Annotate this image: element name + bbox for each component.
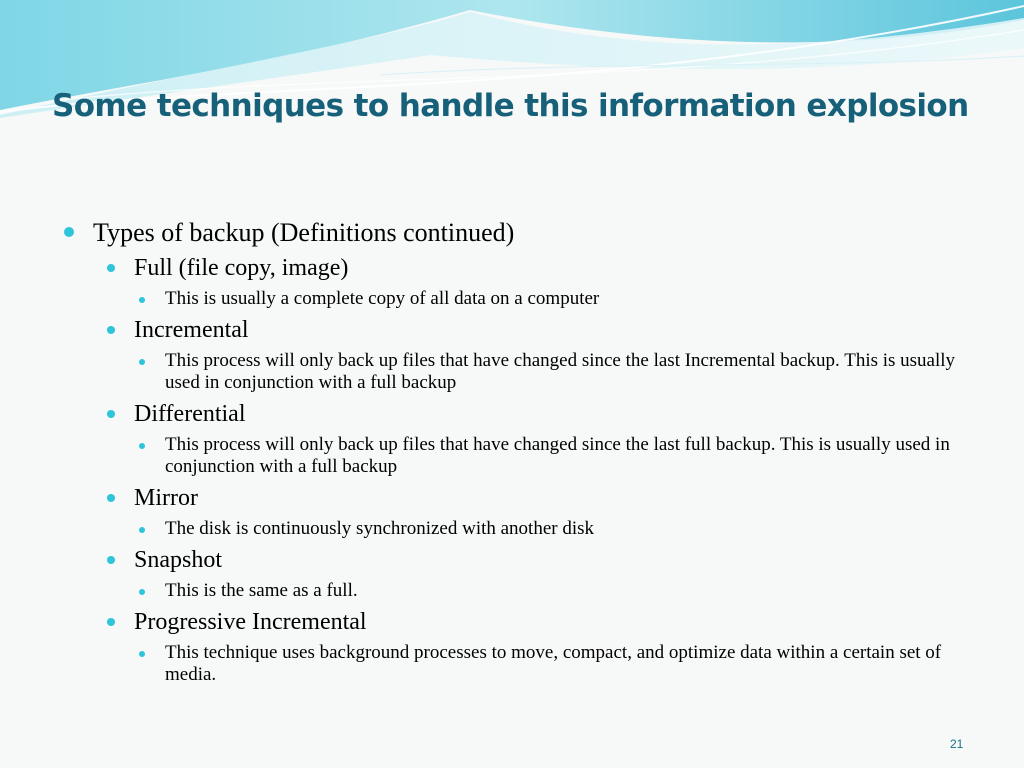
backup-type-detail: The disk is continuously synchronized with another disk xyxy=(165,518,595,539)
bullet-dot-icon xyxy=(107,618,115,626)
bullet-dot-icon xyxy=(139,527,145,533)
bullet-level3 xyxy=(62,518,962,540)
bullet-level2 xyxy=(62,606,962,638)
slide-title: Some techniques to handle this information explosion xyxy=(52,88,969,124)
bullet-level2 xyxy=(62,544,962,576)
bullet-dot-icon xyxy=(139,297,145,303)
bullet-level3 xyxy=(62,580,962,602)
bullet-level2 xyxy=(62,482,962,514)
bullet-level2 xyxy=(62,252,962,284)
bullet-level1 xyxy=(62,216,962,250)
bullet-dot-icon xyxy=(107,410,115,418)
slide-page-number: 21 xyxy=(950,737,964,751)
bullet-dot-icon xyxy=(107,326,115,334)
backup-type-label: Mirror xyxy=(134,485,198,511)
backup-type-label: Incremental xyxy=(134,317,249,343)
backup-type-detail: This is usually a complete copy of all data on a computer xyxy=(165,288,600,309)
bullet-dot-icon xyxy=(64,227,74,237)
backup-type-detail: This is the same as a full. xyxy=(165,580,358,601)
bullet-level3 xyxy=(62,288,962,310)
bullet-dot-icon xyxy=(139,589,145,595)
backup-type-label: Snapshot xyxy=(134,547,223,573)
bullet-dot-icon xyxy=(139,443,145,449)
backup-type-label: Progressive Incremental xyxy=(134,609,367,635)
backup-type-detail: This process will only back up files that have changed since the last full backup. This is usually used in conjunction with a full backup xyxy=(165,434,950,477)
bullet-level2 xyxy=(62,314,962,346)
backup-type-label: Differential xyxy=(134,401,246,427)
backup-type-detail: This technique uses background processes to move, compact, and optimize data within a certain set of media. xyxy=(165,642,942,685)
bullet-dot-icon xyxy=(139,359,145,365)
bullet-dot-icon xyxy=(107,556,115,564)
bullet-dot-icon xyxy=(107,494,115,502)
bullet-dot-icon xyxy=(107,264,115,272)
bullet-level3 xyxy=(62,434,962,478)
bullet-level3 xyxy=(62,642,962,686)
bullet-list xyxy=(62,216,962,690)
backup-type-detail: This process will only back up files that have changed since the last Incremental backup. This is usually used in conjunction with a full backup xyxy=(165,350,956,393)
bullet-text: Types of backup (Definitions continued) xyxy=(93,218,515,247)
bullet-level3 xyxy=(62,350,962,394)
backup-type-label: Full (file copy, image) xyxy=(134,255,349,281)
bullet-level2 xyxy=(62,398,962,430)
bullet-dot-icon xyxy=(139,651,145,657)
